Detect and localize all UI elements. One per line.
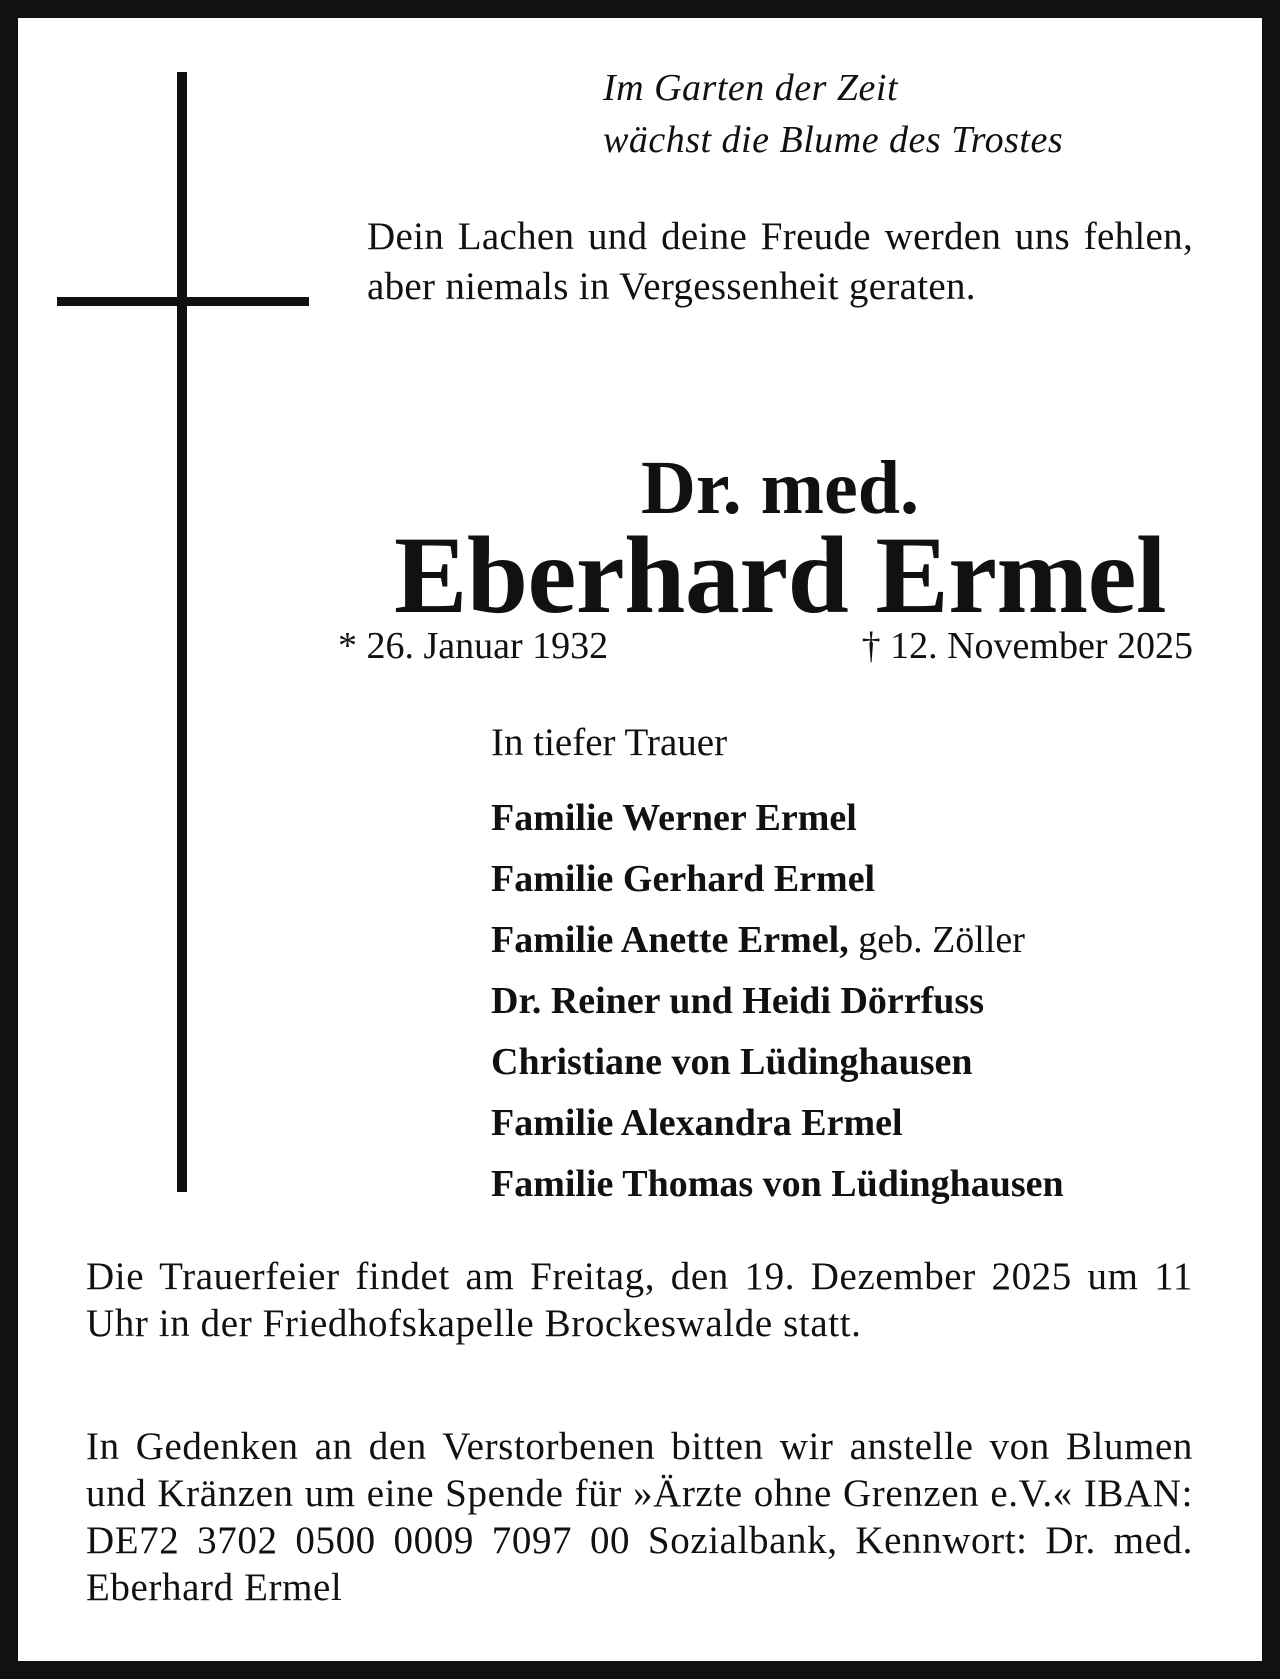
deceased-name: Eberhard Ermel <box>393 514 1167 636</box>
mourner-item <box>491 1154 1201 1215</box>
mourner-name: Familie Alexandra Ermel <box>491 1102 903 1144</box>
mourner-item <box>491 910 1201 971</box>
mourner-suffix: geb. Zöller <box>848 919 1025 961</box>
mourner-item <box>491 849 1201 910</box>
cross-vertical-bar <box>177 72 187 1192</box>
mourner-name: Familie Gerhard Ermel <box>491 858 876 900</box>
mourning-line: In tiefer Trauer <box>491 721 728 764</box>
mourner-name: Familie Thomas von Lüdinghausen <box>491 1163 1064 1205</box>
deceased-title: Dr. med. <box>641 446 919 530</box>
mourner-item <box>491 1093 1201 1154</box>
funeral-service-text: Die Trauerfeier findet am Freitag, den 19. Dezember 2025 um 11 Uhr in der Friedhofskapelle Brockeswalde statt. <box>86 1255 1193 1345</box>
birth-date: * 26. Januar 1932 <box>338 625 609 667</box>
mourner-item <box>491 788 1201 849</box>
mourner-item <box>491 971 1201 1032</box>
death-date: † 12. November 2025 <box>861 625 1193 667</box>
mourner-name: Dr. Reiner und Heidi Dörrfuss <box>491 980 984 1022</box>
cross-horizontal-bar <box>57 297 309 306</box>
mourner-item <box>491 1032 1201 1093</box>
intro-text: Dein Lachen und deine Freude werden uns fehlen, aber niemals in Vergessenheit geraten. <box>367 215 1193 308</box>
motto <box>603 62 1203 166</box>
mourner-name: Christiane von Lüdinghausen <box>491 1041 973 1083</box>
mourner-name: Familie Werner Ermel <box>491 797 857 839</box>
motto-line-2: wächst die Blume des Trostes <box>603 119 1064 161</box>
donation-text: In Gedenken an den Verstorbenen bitten wir anstelle von Blumen und Kränzen um eine Spende für »Ärzte ohne Grenzen e.V.« IBAN: DE72 3702 0500 0009 7097 00 Sozialbank, Kennwort: Dr. med. Eberhard Ermel <box>86 1425 1193 1609</box>
motto-line-1: Im Garten der Zeit <box>603 67 899 109</box>
mourner-name: Familie Anette Ermel, <box>491 919 849 961</box>
mourners-list <box>491 788 1201 1215</box>
